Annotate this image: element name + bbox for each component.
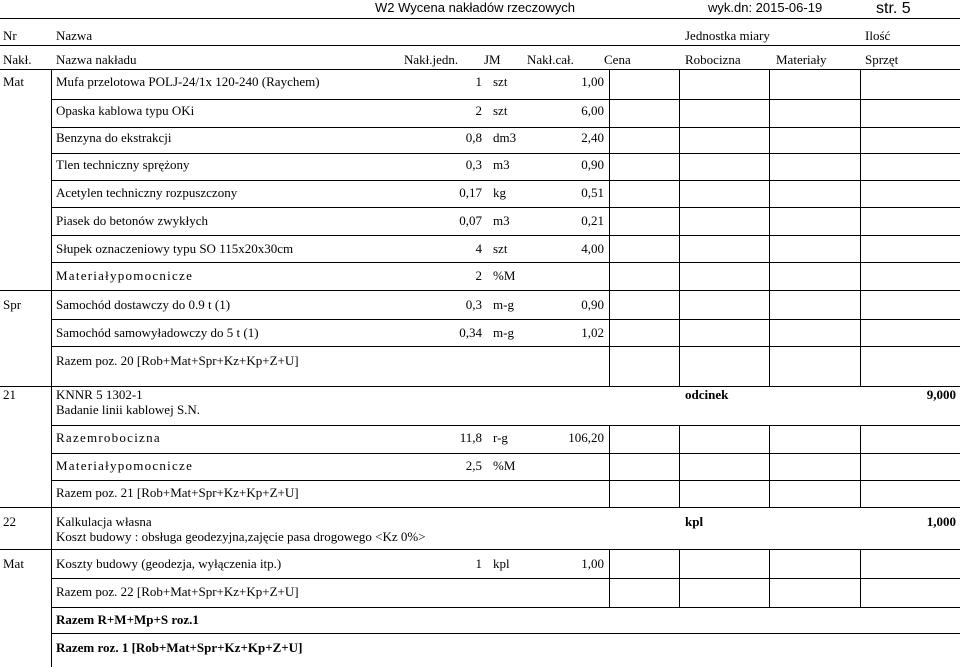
position-description: Badanie linii kablowej S.N. (56, 402, 201, 417)
grid-line (769, 69, 770, 386)
col-header-nr: Nr (3, 28, 17, 43)
row-rule (0, 290, 960, 291)
row-rule (51, 180, 960, 181)
summary-rmms: Razem R+M+Mp+S roz.1 (56, 612, 199, 627)
equipment-name: Samochód dostawczy do 0.9 t (1) (56, 297, 231, 312)
unit-qty: 4 (475, 241, 482, 256)
unit-qty: 1 (475, 556, 482, 571)
header-rule-middle (0, 45, 960, 46)
total-qty: 1,02 (581, 325, 604, 340)
header-rule-top (0, 18, 960, 19)
unit-qty: 0,3 (465, 297, 482, 312)
material-name: Koszty budowy (geodezja, wyłączenia itp.) (56, 556, 282, 571)
unit-qty: 0,07 (459, 213, 482, 228)
jm: m3 (493, 213, 510, 228)
material-name: Słupek oznaczeniowy typu SO 115x20x30cm (56, 241, 294, 256)
total-qty: 0,21 (581, 213, 604, 228)
jm: m3 (493, 157, 510, 172)
jm: szt (493, 74, 508, 89)
unit-qty: 0,8 (465, 130, 482, 145)
col-header-robocizna: Robocizna (685, 52, 741, 67)
grid-line (609, 425, 610, 507)
col-header-materialy: Materiały (776, 52, 827, 67)
row-rule (51, 425, 960, 426)
jm: kg (493, 185, 506, 200)
jm: m-g (493, 325, 514, 340)
page-number-label: str. 5 (876, 0, 911, 17)
material-name: Acetylen techniczny rozpuszczony (56, 185, 238, 200)
document-title: W2 Wycena nakładów rzeczowych (375, 0, 576, 15)
total-qty: 4,00 (581, 241, 604, 256)
col-header-nazwa-nakladu: Nazwa nakładu (56, 52, 137, 67)
position-number: 21 (3, 387, 16, 402)
position-quantity: 1,000 (926, 514, 956, 529)
row-rule (51, 319, 960, 320)
col-header-cena: Cena (604, 52, 631, 67)
jm: kpl (493, 556, 510, 571)
summary-chapter-total: Razem roz. 1 [Rob+Mat+Spr+Kz+Kp+Z+U] (56, 640, 303, 655)
position-number: 22 (3, 514, 16, 529)
col-header-nazwa: Nazwa (56, 28, 93, 43)
col-header-nakl-cal: Nakł.cał. (527, 52, 574, 67)
labour-label: R a z e m r o b o c i z n a (56, 430, 160, 445)
col-header-jednostka: Jednostka miary (685, 28, 770, 43)
unit-qty: 11,8 (459, 430, 482, 445)
unit-qty: 2 (475, 268, 482, 283)
material-name: Piasek do betonów zwykłych (56, 213, 209, 228)
material-name: Tlen techniczny sprężony (56, 157, 190, 172)
grid-line (679, 425, 680, 507)
material-name: Benzyna do ekstrakcji (56, 130, 172, 145)
row-rule (51, 127, 960, 128)
row-rule (51, 453, 960, 454)
grid-line (679, 69, 680, 386)
row-rule (51, 633, 960, 634)
unit-qty: 0,3 (465, 157, 482, 172)
unit-qty: 0,34 (459, 325, 482, 340)
grid-line (769, 425, 770, 507)
row-rule (0, 507, 960, 508)
jm: r-g (493, 430, 508, 445)
row-rule (51, 235, 960, 236)
material-name: M a t e r i a ł y p o m o c n i c z e (56, 268, 192, 283)
jm: %M (493, 458, 516, 473)
position-quantity: 9,000 (926, 387, 956, 402)
total-qty: 6,00 (581, 103, 604, 118)
position-code: Kalkulacja własna (56, 514, 152, 529)
jm: szt (493, 103, 508, 118)
unit-qty: 1 (475, 74, 482, 89)
position-unit: odcinek (685, 387, 729, 402)
position-code: KNNR 5 1302-1 (56, 387, 143, 402)
section-label-mat: Mat (3, 74, 24, 89)
jm: dm3 (493, 130, 517, 145)
position-21-total: Razem poz. 21 [Rob+Mat+Spr+Kz+Kp+Z+U] (56, 485, 299, 500)
row-rule (51, 480, 960, 481)
material-name: Opaska kablowa typu OKi (56, 103, 195, 118)
row-rule (0, 386, 960, 387)
unit-qty: 0,17 (459, 185, 482, 200)
row-rule (51, 262, 960, 263)
total-qty: 0,51 (581, 185, 604, 200)
position-unit: kpl (685, 514, 704, 529)
section-label-mat: Mat (3, 556, 24, 571)
jm: %M (493, 268, 516, 283)
col-header-nakl-jedn: Nakł.jedn. (404, 52, 459, 67)
grid-line (860, 69, 861, 386)
aux-materials-label: M a t e r i a ł y p o m o c n i c z e (56, 458, 192, 473)
row-rule (0, 549, 960, 550)
grid-line (860, 425, 861, 507)
total-qty: 1,00 (581, 74, 604, 89)
jm: szt (493, 241, 508, 256)
equipment-name: Samochód samowyładowczy do 5 t (1) (56, 325, 259, 340)
position-20-total: Razem poz. 20 [Rob+Mat+Spr+Kz+Kp+Z+U] (56, 353, 299, 368)
row-rule (51, 578, 960, 579)
total-qty: 1,00 (581, 556, 604, 571)
header-rule-bottom (0, 69, 960, 70)
unit-qty: 2 (475, 103, 482, 118)
col-header-ilosc: Ilość (865, 28, 891, 43)
position-description: Koszt budowy : obsługa geodezyjna,zajęcie pasa drogowego <Kz 0%> (56, 529, 426, 544)
col-header-nakl: Nakł. (3, 52, 32, 67)
row-rule (51, 607, 960, 608)
col-header-sprzet: Sprzęt (865, 52, 899, 67)
total-qty: 0,90 (581, 157, 604, 172)
row-rule (51, 99, 960, 100)
unit-qty: 2,5 (465, 458, 482, 473)
document-date: wyk.dn: 2015-06-19 (708, 0, 823, 15)
grid-line (609, 69, 610, 386)
page-number: 5 (901, 0, 911, 17)
col-header-jm: JM (484, 52, 501, 67)
jm: m-g (493, 297, 514, 312)
total-qty: 2,40 (581, 130, 604, 145)
position-22-total: Razem poz. 22 [Rob+Mat+Spr+Kz+Kp+Z+U] (56, 584, 299, 599)
total-qty: 0,90 (581, 297, 604, 312)
row-rule (51, 153, 960, 154)
material-name: Mufa przelotowa POLJ-24/1x 120-240 (Raychem) (56, 74, 320, 89)
row-rule (51, 207, 960, 208)
total-qty: 106,20 (568, 430, 604, 445)
row-rule (51, 346, 960, 347)
section-label-spr: Spr (3, 297, 22, 312)
